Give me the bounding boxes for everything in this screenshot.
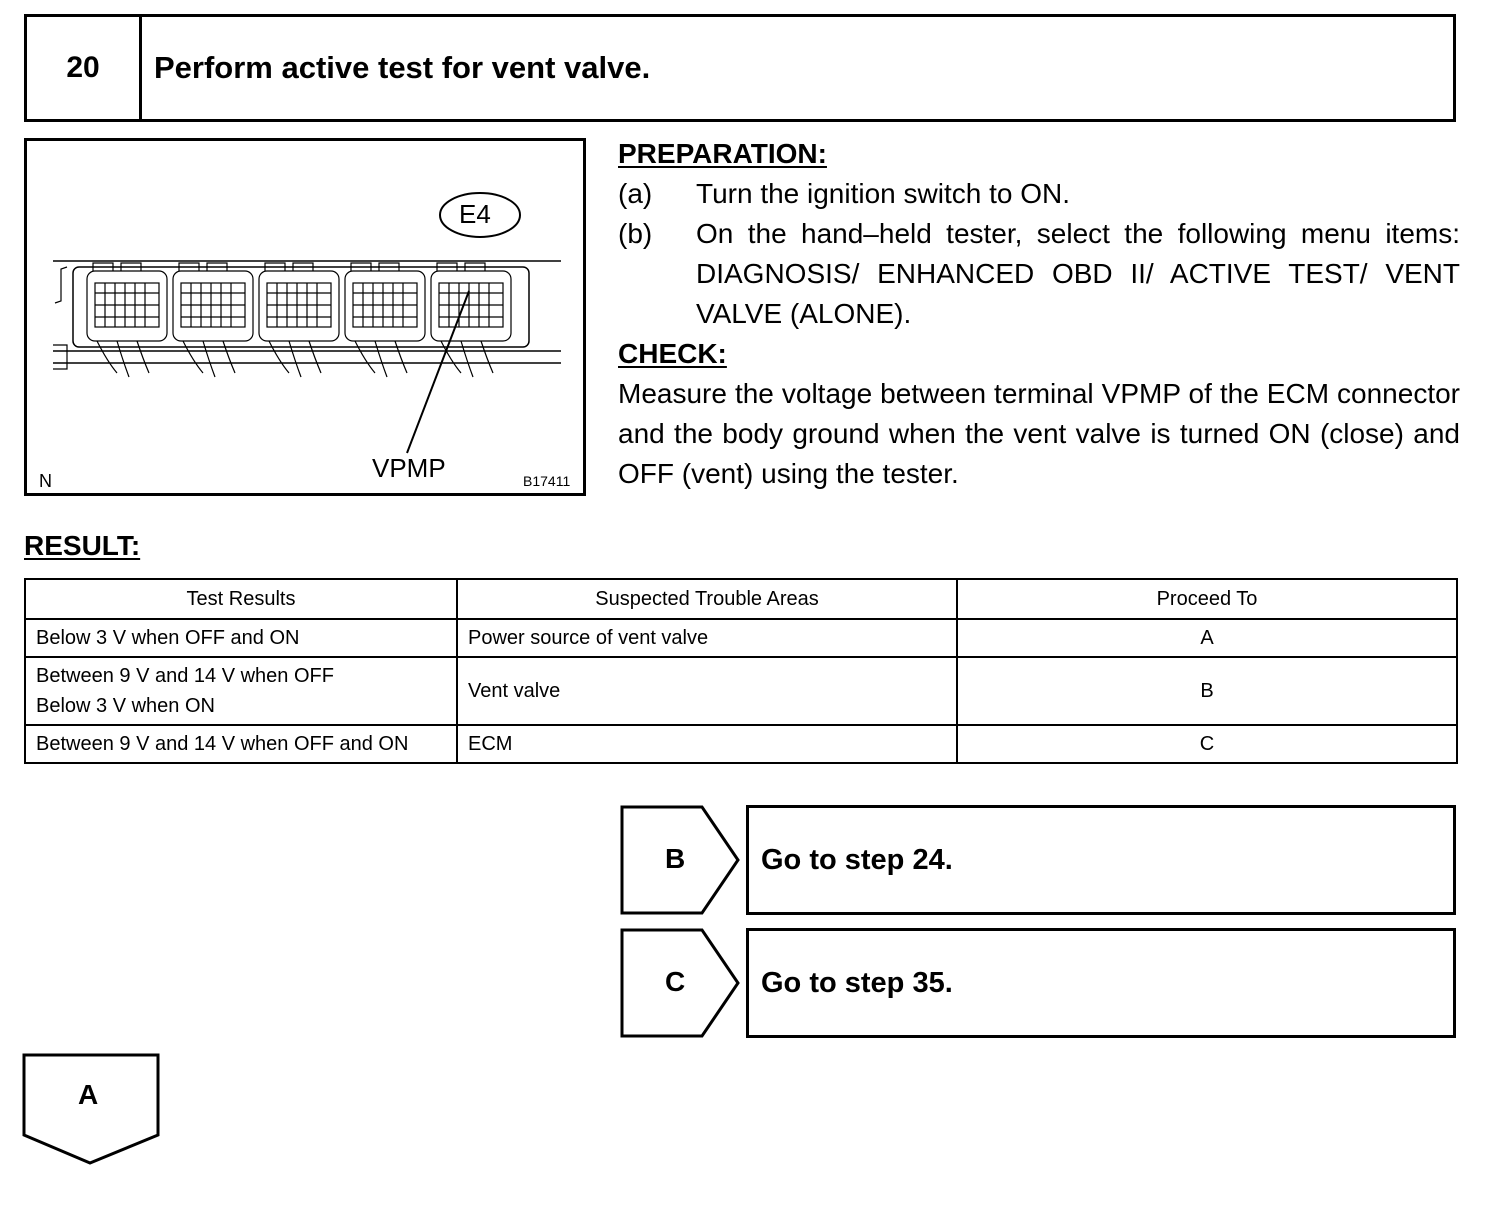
trouble-area-cell: Power source of vent valve (457, 619, 957, 657)
trouble-area-cell: ECM (457, 725, 957, 763)
figure-code: B17411 (523, 473, 571, 489)
continue-marker-a[interactable] (22, 1053, 162, 1167)
test-result-line: Below 3 V when ON (36, 695, 215, 717)
preparation-item (618, 174, 1460, 214)
terminal-label-vpmp: VPMP (372, 453, 446, 483)
result-table (24, 578, 1458, 764)
step-number: 20 (27, 17, 142, 119)
table-header-row (25, 579, 1457, 619)
item-label: (b) (618, 218, 653, 249)
continue-letter: A (78, 1079, 99, 1110)
connector-blocks (87, 271, 511, 377)
proceed-cell: B (957, 657, 1457, 725)
column-header: Suspected Trouble Areas (457, 579, 957, 619)
ecm-connector-illustration (24, 138, 586, 496)
corner-mark: N (39, 471, 52, 491)
go-to-step-24[interactable]: Go to step 24. (746, 805, 1456, 915)
check-heading: CHECK: (618, 338, 727, 369)
check-text: Measure the voltage between terminal VPMP of the ECM connector and the body ground when the vent valve is turned ON (close) and OFF (vent) using the tester. (618, 378, 1460, 489)
trouble-area-cell: Vent valve (457, 657, 957, 725)
step-header (24, 14, 1456, 122)
item-text: Turn the ignition switch to ON. (696, 178, 1071, 209)
step-title: Perform active test for vent valve. (154, 50, 651, 85)
column-header: Proceed To (957, 579, 1457, 619)
item-text: On the hand–held tester, select the following menu items: DIAGNOSIS/ ENHANCED OBD II/ ACTIVE TEST/ VENT VALVE (ALONE). (696, 218, 1460, 329)
instructions (618, 134, 1460, 494)
nav-option-b[interactable] (620, 805, 1456, 915)
test-result-cell: Between 9 V and 14 V when OFF and ON (25, 725, 457, 763)
item-label: (a) (618, 178, 653, 209)
column-header: Test Results (25, 579, 457, 619)
table-row (25, 657, 1457, 725)
nav-option-c[interactable] (620, 928, 1456, 1038)
result-heading: RESULT: (24, 530, 141, 561)
test-result-cell: Below 3 V when OFF and ON (25, 619, 457, 657)
table-row (25, 619, 1457, 657)
test-result-line: Between 9 V and 14 V when OFF (36, 665, 334, 687)
preparation-heading: PREPARATION: (618, 138, 827, 169)
connector-label-e4: E4 (459, 199, 491, 229)
preparation-item (618, 214, 1460, 334)
go-to-step-35[interactable]: Go to step 35. (746, 928, 1456, 1038)
table-row (25, 725, 1457, 763)
ecm-connector-drawing (27, 141, 583, 493)
nav-letter: C (665, 966, 686, 997)
test-result-cell (25, 657, 457, 725)
proceed-cell: C (957, 725, 1457, 763)
nav-letter: B (665, 843, 686, 874)
proceed-cell: A (957, 619, 1457, 657)
